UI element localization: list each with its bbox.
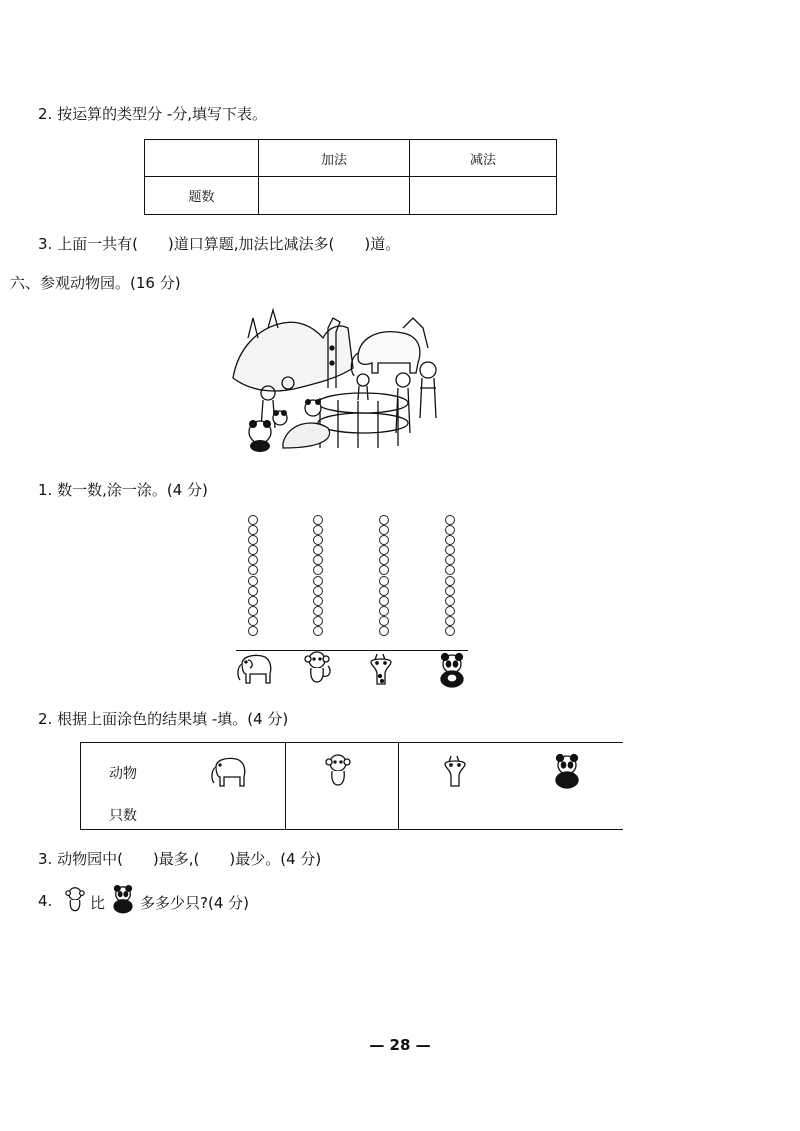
section-6-title: 六、参观动物园。(16 分)	[10, 274, 181, 292]
bead-circle[interactable]	[248, 596, 258, 606]
bead-circle[interactable]	[248, 555, 258, 565]
bead-circle[interactable]	[379, 616, 389, 626]
panda-icon	[436, 652, 468, 688]
bead-circle[interactable]	[379, 545, 389, 555]
bead-circle[interactable]	[248, 545, 258, 555]
table1-header-empty	[145, 140, 259, 177]
bead-circle[interactable]	[445, 616, 455, 626]
bead-circle[interactable]	[445, 545, 455, 555]
zoo-question-2: 2. 根据上面涂色的结果填 -填。(4 分)	[38, 710, 289, 728]
question-3-text: 3. 上面一共有( )道口算题,加法比减法多( )道。	[38, 235, 401, 253]
panda-icon	[551, 753, 583, 789]
bead-circle[interactable]	[248, 576, 258, 586]
bead-circle[interactable]	[379, 535, 389, 545]
zoo-question-1: 1. 数一数,涂一涂。(4 分)	[38, 481, 208, 499]
bead-circle[interactable]	[248, 565, 258, 575]
bead-circle[interactable]	[379, 626, 389, 636]
operation-type-table	[144, 139, 557, 215]
elephant-icon	[234, 652, 276, 686]
page-number: — 28 —	[369, 1036, 431, 1054]
bead-circle[interactable]	[313, 515, 323, 525]
bead-circle[interactable]	[248, 515, 258, 525]
bead-circle[interactable]	[313, 535, 323, 545]
bead-column-panda	[445, 515, 457, 636]
bead-circle[interactable]	[313, 616, 323, 626]
bead-circle[interactable]	[313, 576, 323, 586]
table1-header-subtraction: 减法	[410, 140, 557, 177]
bead-circle[interactable]	[445, 515, 455, 525]
bead-column-giraffe	[379, 515, 391, 636]
table2-count-label: 只数	[109, 808, 137, 824]
bead-circle[interactable]	[313, 606, 323, 616]
bead-circle[interactable]	[379, 576, 389, 586]
bead-circle[interactable]	[379, 555, 389, 565]
bead-circle[interactable]	[313, 525, 323, 535]
bead-circle[interactable]	[313, 565, 323, 575]
table1-header-addition: 加法	[259, 140, 410, 177]
bead-circle[interactable]	[445, 596, 455, 606]
bead-chart-baseline	[236, 650, 468, 651]
bead-column-elephant	[248, 515, 260, 636]
bead-circle[interactable]	[248, 606, 258, 616]
monkey-icon	[300, 650, 334, 686]
bead-circle[interactable]	[445, 535, 455, 545]
bead-circle[interactable]	[379, 525, 389, 535]
zoo-question-4-suffix: 多多少只?(4 分)	[140, 894, 249, 912]
table1-row-label: 题数	[145, 177, 259, 215]
bead-circle[interactable]	[445, 565, 455, 575]
bead-circle[interactable]	[445, 525, 455, 535]
zoo-question-4-prefix: 4.	[38, 892, 53, 910]
zoo-question-4-compare: 比	[90, 894, 106, 912]
bead-circle[interactable]	[313, 586, 323, 596]
zoo-illustration	[228, 308, 444, 454]
bead-circle[interactable]	[379, 565, 389, 575]
bead-circle[interactable]	[445, 626, 455, 636]
bead-circle[interactable]	[313, 596, 323, 606]
bead-circle[interactable]	[379, 586, 389, 596]
bead-circle[interactable]	[379, 606, 389, 616]
bead-circle[interactable]	[379, 515, 389, 525]
monkey-icon	[321, 753, 355, 789]
bead-circle[interactable]	[248, 586, 258, 596]
bead-circle[interactable]	[445, 586, 455, 596]
bead-circle[interactable]	[313, 626, 323, 636]
bead-circle[interactable]	[313, 545, 323, 555]
table1-subtraction-count-cell[interactable]	[410, 177, 557, 215]
bead-circle[interactable]	[445, 555, 455, 565]
table2-animal-label: 动物	[109, 766, 137, 782]
bead-circle[interactable]	[248, 525, 258, 535]
bead-circle[interactable]	[248, 626, 258, 636]
giraffe-icon	[365, 652, 397, 686]
bead-circle[interactable]	[248, 616, 258, 626]
bead-circle[interactable]	[248, 535, 258, 545]
monkey-icon	[62, 886, 88, 914]
giraffe-icon	[439, 753, 471, 789]
animal-count-table	[80, 742, 623, 830]
panda-icon	[110, 884, 136, 914]
question-2-title: 2. 按运算的类型分 -分,填写下表。	[38, 105, 268, 123]
bead-circle[interactable]	[379, 596, 389, 606]
elephant-icon	[207, 755, 251, 789]
table1-addition-count-cell[interactable]	[259, 177, 410, 215]
zoo-question-3: 3. 动物园中( )最多,( )最少。(4 分)	[38, 850, 322, 868]
bead-circle[interactable]	[313, 555, 323, 565]
bead-circle[interactable]	[445, 606, 455, 616]
bead-circle[interactable]	[445, 576, 455, 586]
bead-column-monkey	[313, 515, 325, 636]
